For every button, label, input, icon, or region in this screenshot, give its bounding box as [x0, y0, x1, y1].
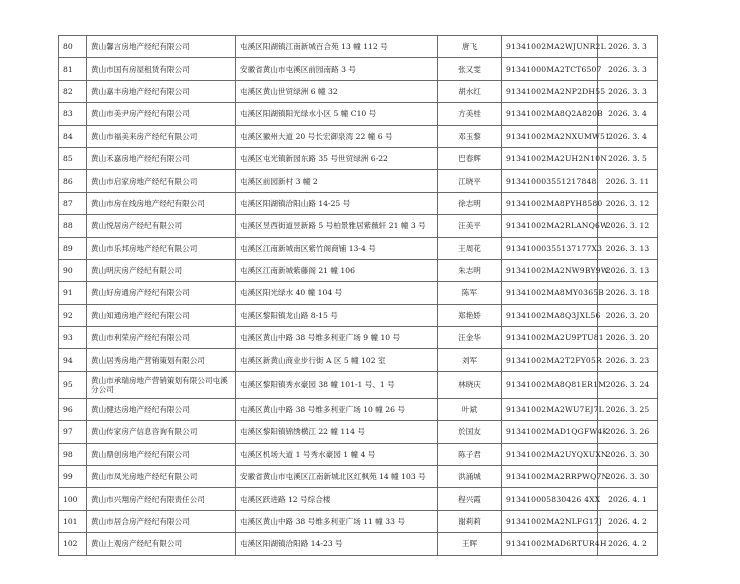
table-row	[59, 125, 658, 147]
table-row	[59, 58, 658, 80]
credit-code: 91341002MAD6RTUR4H	[502, 533, 598, 555]
table-row	[59, 282, 658, 304]
legal-representative: 程兴霞	[438, 488, 502, 510]
table-row	[59, 192, 658, 214]
record-date: 2026. 3. 4	[598, 125, 658, 147]
credit-code: 91341002MA2NXUMW51	[502, 125, 598, 147]
record-date: 2026. 3. 3	[598, 58, 658, 80]
record-date: 2026. 3. 20	[598, 304, 658, 326]
company-address: 屯溪区黄山中路 38 号维多利亚广场 11 幢 33 号	[236, 510, 438, 532]
company-name: 黄山市福美来房产经纪有限公司	[87, 125, 236, 147]
company-address: 屯溪区机场大道 1 号秀水豪园 1 幢 4 号	[236, 443, 438, 465]
credit-code: 91341002MA8MY0365B	[502, 282, 598, 304]
table-row	[59, 170, 658, 192]
credit-code: 91341000355137177X3	[502, 237, 598, 259]
company-address: 安徽省黄山市屯溪区前园南路 3 号	[236, 58, 438, 80]
credit-code: 91341002MAD1QGFW4K	[502, 421, 598, 443]
row-number: 85	[59, 147, 87, 169]
table-row	[59, 80, 658, 102]
company-address: 屯溪区阳湖镇洽阳路 14-23 号	[236, 533, 438, 555]
row-number: 102	[59, 533, 87, 555]
row-number: 87	[59, 192, 87, 214]
company-name: 黄山馨言房地产经纪有限公司	[87, 36, 236, 58]
table-row	[59, 466, 658, 488]
row-number: 91	[59, 282, 87, 304]
record-date: 2026. 3. 3	[598, 80, 658, 102]
record-date: 2026. 3. 13	[598, 237, 658, 259]
company-name: 黄山市承瑞房地产营销策划有限公司屯溪分公司	[87, 371, 236, 398]
credit-code: 91341002MA2WU7EJ7L	[502, 398, 598, 420]
table-row	[59, 398, 658, 420]
credit-code: 91341002MA8PYH8580	[502, 192, 598, 214]
company-name: 黄山传家房产信息咨询有限公司	[87, 421, 236, 443]
legal-representative: 叶斌	[438, 398, 502, 420]
row-number: 89	[59, 237, 87, 259]
row-number: 81	[59, 58, 87, 80]
legal-representative: 巴春辉	[438, 147, 502, 169]
table-row	[59, 443, 658, 465]
legal-representative: 王周花	[438, 237, 502, 259]
record-date: 2026. 3. 30	[598, 443, 658, 465]
row-number: 101	[59, 510, 87, 532]
company-name: 黄山市美尹房产经纪有限公司	[87, 103, 236, 125]
credit-code: 91341000MA2TCT6507	[502, 58, 598, 80]
table-row	[59, 237, 658, 259]
legal-representative: 於国友	[438, 421, 502, 443]
credit-code: 91341002MA2RLANQ6W	[502, 215, 598, 237]
legal-representative: 朱志明	[438, 259, 502, 281]
company-name: 黄山市国有房屋租赁有限公司	[87, 58, 236, 80]
credit-code: 91341002MA2U9PTU81	[502, 327, 598, 349]
company-name: 黄山市房在线房地产经纪有限公司	[87, 192, 236, 214]
company-name: 黄山禾嘉房地产经纪有限公司	[87, 147, 236, 169]
company-name: 黄山嘉丰房地产经纪有限公司	[87, 80, 236, 102]
table-row	[59, 533, 658, 555]
legal-representative: 汪美平	[438, 215, 502, 237]
company-name: 黄山市利荣房产经纪有限公司	[87, 327, 236, 349]
legal-representative: 胡水红	[438, 80, 502, 102]
credit-code: 91341002MA2NW9BY9W	[502, 259, 598, 281]
record-date: 2026. 3. 12	[598, 215, 658, 237]
table-row	[59, 103, 658, 125]
company-name: 黄山上观房产经纪有限公司	[87, 533, 236, 555]
company-address: 屯溪区黎阳镇龙山路 8-15 号	[236, 304, 438, 326]
company-address: 屯溪区阳光绿水 40 幢 104 号	[236, 282, 438, 304]
company-address: 屯溪区黎阳镇锦绣横江 22 幢 114 号	[236, 421, 438, 443]
record-date: 2026. 4. 2	[598, 533, 658, 555]
legal-representative: 唐飞	[438, 36, 502, 58]
table-row	[59, 488, 658, 510]
row-number: 95	[59, 371, 87, 398]
table-row	[59, 371, 658, 398]
record-date: 2026. 3. 20	[598, 327, 658, 349]
company-name: 黄山市凤光房地产经纪有限公司	[87, 466, 236, 488]
credit-code: 91341002MA8Q3JXL56	[502, 304, 598, 326]
table-row	[59, 259, 658, 281]
row-number: 88	[59, 215, 87, 237]
record-date: 2026. 3. 25	[598, 398, 658, 420]
company-name: 黄山居秀房地产营销策划有限公司	[87, 349, 236, 371]
credit-code: 91341002MA2RRPWQ7N	[502, 466, 598, 488]
record-date: 2026. 3. 3	[598, 36, 658, 58]
company-name: 黄山市兴翔房产经纪有限责任公司	[87, 488, 236, 510]
row-number: 83	[59, 103, 87, 125]
credit-code: 91341002MA2T2FY05R	[502, 349, 598, 371]
company-address: 屯溪区前园新村 3 幢 2	[236, 170, 438, 192]
legal-representative: 徐志明	[438, 192, 502, 214]
credit-code: 91341002MA8Q81ER1M	[502, 371, 598, 398]
legal-representative: 陈子君	[438, 443, 502, 465]
company-address: 屯溪区跃进路 12 号综合楼	[236, 488, 438, 510]
registry-table-body	[59, 36, 658, 556]
company-name: 黄山市居合房产经纪有限公司	[87, 510, 236, 532]
company-address: 屯溪区新黄山商业步行街 A 区 5 幢 102 室	[236, 349, 438, 371]
record-date: 2026. 3. 11	[598, 170, 658, 192]
credit-code: 913410003551217848	[502, 170, 598, 192]
credit-code: 91341002MA2NLFG17J	[502, 510, 598, 532]
company-name: 黄山市启家房地产经纪有限公司	[87, 170, 236, 192]
company-address: 屯溪区黄山中路 38 号维多利亚广场 9 幢 10 号	[236, 327, 438, 349]
registry-table	[58, 35, 658, 556]
row-number: 80	[59, 36, 87, 58]
legal-representative: 汪金华	[438, 327, 502, 349]
legal-representative: 江晓平	[438, 170, 502, 192]
company-address: 安徽省黄山市屯溪区江南新城北区红枫苑 14 幢 103 号	[236, 466, 438, 488]
row-number: 86	[59, 170, 87, 192]
company-address: 屯溪区徽州大道 20 号长宏御泉湾 22 幢 6 号	[236, 125, 438, 147]
credit-code: 91341002MA2UYQXUXN	[502, 443, 598, 465]
company-name: 黄山好房通房产经纪有限公司	[87, 282, 236, 304]
company-address: 屯溪区黄山世贸绿洲 6 幢 32	[236, 80, 438, 102]
row-number: 82	[59, 80, 87, 102]
company-name: 黄山鼎创房地产经纪有限公司	[87, 443, 236, 465]
table-row	[59, 304, 658, 326]
row-number: 98	[59, 443, 87, 465]
legal-representative: 王晖	[438, 533, 502, 555]
legal-representative: 张又雯	[438, 58, 502, 80]
legal-representative: 刘军	[438, 349, 502, 371]
table-row	[59, 215, 658, 237]
legal-representative: 洪涌城	[438, 466, 502, 488]
row-number: 90	[59, 259, 87, 281]
company-name: 黄山市乐邦房地产经纪有限公司	[87, 237, 236, 259]
company-address: 屯溪区阳湖镇洽阳山路 14-25 号	[236, 192, 438, 214]
company-name: 黄山明庆房产经纪有限公司	[87, 259, 236, 281]
company-name: 黄山知通房地产经纪有限公司	[87, 304, 236, 326]
table-row	[59, 327, 658, 349]
company-address: 屯溪区屯光镇新园东路 35 号世贸绿洲 6-22	[236, 147, 438, 169]
company-name: 黄山悦居房产经纪有限公司	[87, 215, 236, 237]
row-number: 100	[59, 488, 87, 510]
row-number: 94	[59, 349, 87, 371]
record-date: 2026. 4. 1	[598, 488, 658, 510]
legal-representative: 邓玉黎	[438, 125, 502, 147]
row-number: 93	[59, 327, 87, 349]
credit-code: 91341002MA2WJUNR2L	[502, 36, 598, 58]
record-date: 2026. 3. 30	[598, 466, 658, 488]
record-date: 2026. 3. 24	[598, 371, 658, 398]
company-address: 屯溪区阳湖镇阳光绿水小区 5 幢 C10 号	[236, 103, 438, 125]
legal-representative: 陈军	[438, 282, 502, 304]
record-date: 2026. 3. 26	[598, 421, 658, 443]
legal-representative: 方美桂	[438, 103, 502, 125]
table-row	[59, 36, 658, 58]
record-date: 2026. 3. 23	[598, 349, 658, 371]
company-address: 屯溪区江南新城南区紫竹阁商铺 13-4 号	[236, 237, 438, 259]
table-row	[59, 510, 658, 532]
table-row	[59, 147, 658, 169]
record-date: 2026. 4. 2	[598, 510, 658, 532]
row-number: 97	[59, 421, 87, 443]
legal-representative: 林晓庆	[438, 371, 502, 398]
company-address: 屯溪区昱西街道昱新路 5 号柏景雅居紫薇轩 21 幢 3 号	[236, 215, 438, 237]
company-name: 黄山健达房地产经纪有限公司	[87, 398, 236, 420]
credit-code: 91341002MA2NP2DH55	[502, 80, 598, 102]
legal-representative: 谢莉莉	[438, 510, 502, 532]
company-address: 屯溪区阳湖镇江南新城百合苑 13 幢 112 号	[236, 36, 438, 58]
credit-code: 91341002MA8Q2A820B	[502, 103, 598, 125]
row-number: 84	[59, 125, 87, 147]
company-address: 屯溪区黎阳镇秀水豪园 38 幢 101-1 号、1 号	[236, 371, 438, 398]
table-row	[59, 421, 658, 443]
credit-code: 91341002MA2UH2N10N	[502, 147, 598, 169]
company-address: 屯溪区黄山中路 38 号维多利亚广场 10 幢 26 号	[236, 398, 438, 420]
record-date: 2026. 3. 18	[598, 282, 658, 304]
record-date: 2026. 3. 4	[598, 103, 658, 125]
company-address: 屯溪区江南新城紫藤阁 21 幢 106	[236, 259, 438, 281]
row-number: 92	[59, 304, 87, 326]
record-date: 2026. 3. 12	[598, 192, 658, 214]
record-date: 2026. 3. 5	[598, 147, 658, 169]
row-number: 96	[59, 398, 87, 420]
credit-code: 913410005830426 4XX	[502, 488, 598, 510]
record-date: 2026. 3. 13	[598, 259, 658, 281]
legal-representative: 郑艳娇	[438, 304, 502, 326]
table-row	[59, 349, 658, 371]
row-number: 99	[59, 466, 87, 488]
